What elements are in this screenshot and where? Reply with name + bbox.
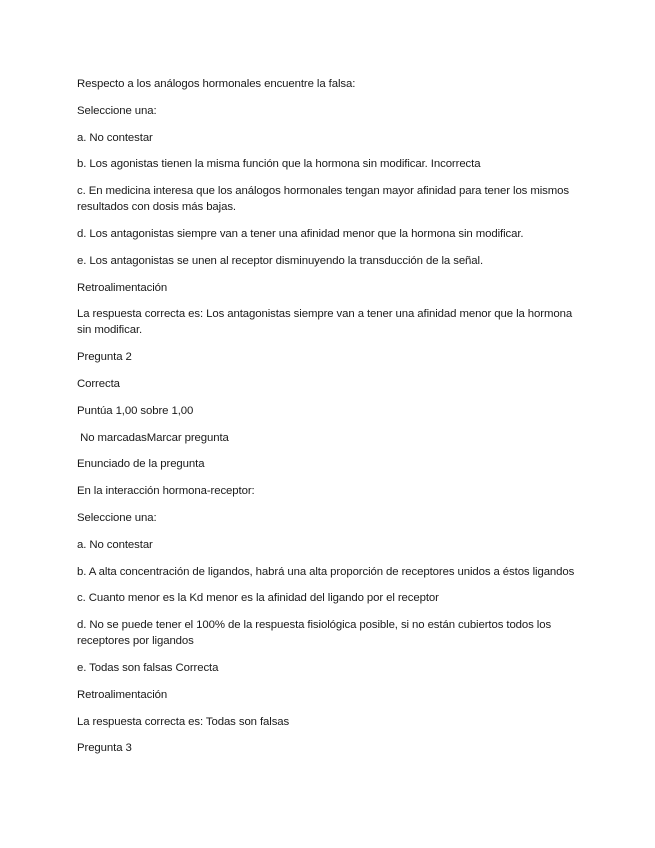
q1-option-e: e. Los antagonistas se unen al receptor disminuyendo la transducción de la señal. — [77, 254, 484, 267]
q2-statement-label: Enunciado de la pregunta — [77, 458, 205, 471]
q2-flag: No marcadasMarcar pregunta — [77, 431, 229, 444]
q1-option-d: d. Los antagonistas siempre van a tener una afinidad menor que la hormona sin modificar. — [77, 227, 524, 240]
q2-option-d: d. No se puede tener el 100% de la respuesta fisiológica posible, si no están cubiertos todos los receptores por ligandos — [77, 619, 552, 648]
q2-option-c: c. Cuanto menor es la Kd menor es la afinidad del ligando por el receptor — [77, 592, 439, 605]
q1-select-one: Seleccione una: — [77, 104, 157, 117]
q2-feedback-label: Retroalimentación — [77, 688, 168, 701]
q1-option-c: c. En medicina interesa que los análogos hormonales tengan mayor afinidad para tener los mismos resultados con dosis más bajas. — [77, 185, 569, 214]
q2-grade: Puntúa 1,00 sobre 1,00 — [77, 404, 194, 417]
q2-option-b: b. A alta concentración de ligandos, habrá una alta proporción de receptores unidos a éstos ligandos — [77, 565, 575, 578]
q2-prompt: En la interacción hormona-receptor: — [77, 485, 255, 498]
q2-feedback: La respuesta correcta es: Todas son falsas — [77, 715, 290, 728]
q2-option-e: e. Todas son falsas Correcta — [77, 661, 219, 674]
q2-header: Pregunta 2 — [77, 351, 132, 364]
q1-option-b: b. Los agonistas tienen la misma función que la hormona sin modificar. Incorrecta — [77, 158, 481, 171]
q1-feedback-label: Retroalimentación — [77, 281, 168, 294]
q3-header: Pregunta 3 — [77, 742, 132, 755]
q2-option-a: a. No contestar — [77, 538, 153, 551]
q2-state: Correcta — [77, 377, 120, 390]
q1-feedback: La respuesta correcta es: Los antagonistas siempre van a tener una afinidad menor que la hormona sin modificar. — [77, 308, 573, 337]
document-page — [77, 76, 577, 767]
q1-option-a: a. No contestar — [77, 131, 153, 144]
q2-select-one: Seleccione una: — [77, 511, 157, 524]
q1-prompt: Respecto a los análogos hormonales encuentre la falsa: — [77, 78, 356, 90]
